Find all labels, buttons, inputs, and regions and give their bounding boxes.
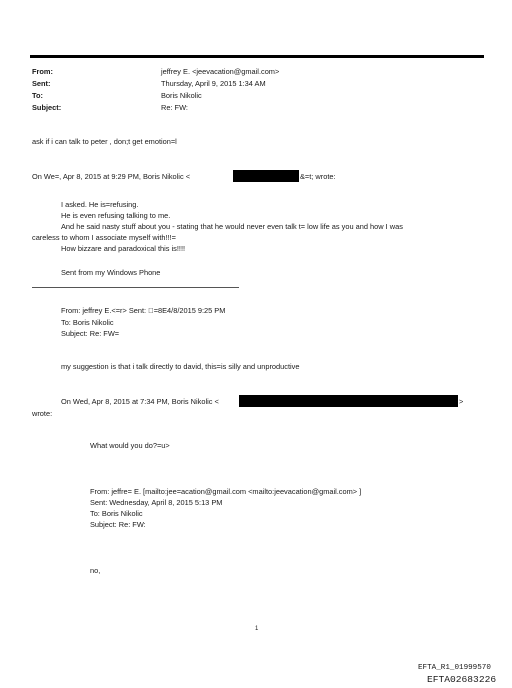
quote3-subject: Subject: Re: FW: — [90, 520, 146, 529]
from-value: jeffrey E. <jeevacation@gmail.com> — [161, 67, 280, 76]
redaction-box — [239, 395, 458, 407]
quote2-to: To: Boris Nikolic — [61, 318, 114, 327]
quote3-body: What would you do?=u> — [90, 441, 170, 450]
quote1-wrote: &=t; wrote: — [300, 172, 336, 181]
to-value: Boris Nikolic — [161, 91, 202, 100]
sent-value: Thursday, April 9, 2015 1:34 AM — [161, 79, 266, 88]
quote1-line-1: I asked. He is=refusing. — [61, 200, 139, 209]
sent-label: Sent: — [32, 79, 51, 88]
signature-rule — [32, 287, 239, 288]
subject-value: Re: FW: — [161, 103, 188, 112]
body-line-1: ask if i can talk to peter , don;t get emotion=l — [32, 137, 177, 146]
quote3-from: From: jeffre= E. [mailto:jee=acation@gmail.com <mailto:jeevacation@gmail.com> ] — [90, 487, 362, 496]
quote2-header: On Wed, Apr 8, 2015 at 7:34 PM, Boris Nikolic < — [61, 397, 219, 406]
quote3-body-2: no, — [90, 566, 101, 575]
quote2-body: my suggestion is that i talk directly to david, this=is silly and unproductive — [61, 362, 300, 371]
quote1-line-5: How bizzare and paradoxical this is!!!! — [61, 244, 186, 253]
quote2-wrote: wrote: — [32, 409, 53, 418]
from-label: From: — [32, 67, 53, 76]
quote3-sent: Sent: Wednesday, April 8, 2015 5:13 PM — [90, 498, 223, 507]
bates-stamp-2: EFTA02683226 — [427, 674, 497, 685]
signature: Sent from my Windows Phone — [61, 268, 161, 277]
bates-stamp-1: EFTA_R1_01999570 — [418, 664, 491, 672]
quote2-bracket: > — [459, 397, 464, 406]
quote2-subject: Subject: Re: FW= — [61, 329, 120, 338]
quote1-line-2: He is even refusing talking to me. — [61, 211, 171, 220]
quote3-to: To: Boris Nikolic — [90, 509, 143, 518]
quote1-header: On We=, Apr 8, 2015 at 9:29 PM, Boris Nikolic < — [32, 172, 191, 181]
subject-label: Subject: — [32, 103, 62, 112]
redaction-box — [233, 170, 299, 182]
to-label: To: — [32, 91, 43, 100]
header-rule — [30, 55, 484, 58]
quote2-from: From: jeffrey E.<=r> Sent:  =8E4/8/2015 9:25 PM — [61, 306, 226, 315]
quote1-line-4: careless to whom I associate myself with!!!= — [32, 233, 176, 242]
page-number: 1 — [255, 626, 259, 632]
quote1-line-3: And he said nasty stuff about you - stating that he would never even talk t= low life as you and how I was — [61, 222, 403, 231]
